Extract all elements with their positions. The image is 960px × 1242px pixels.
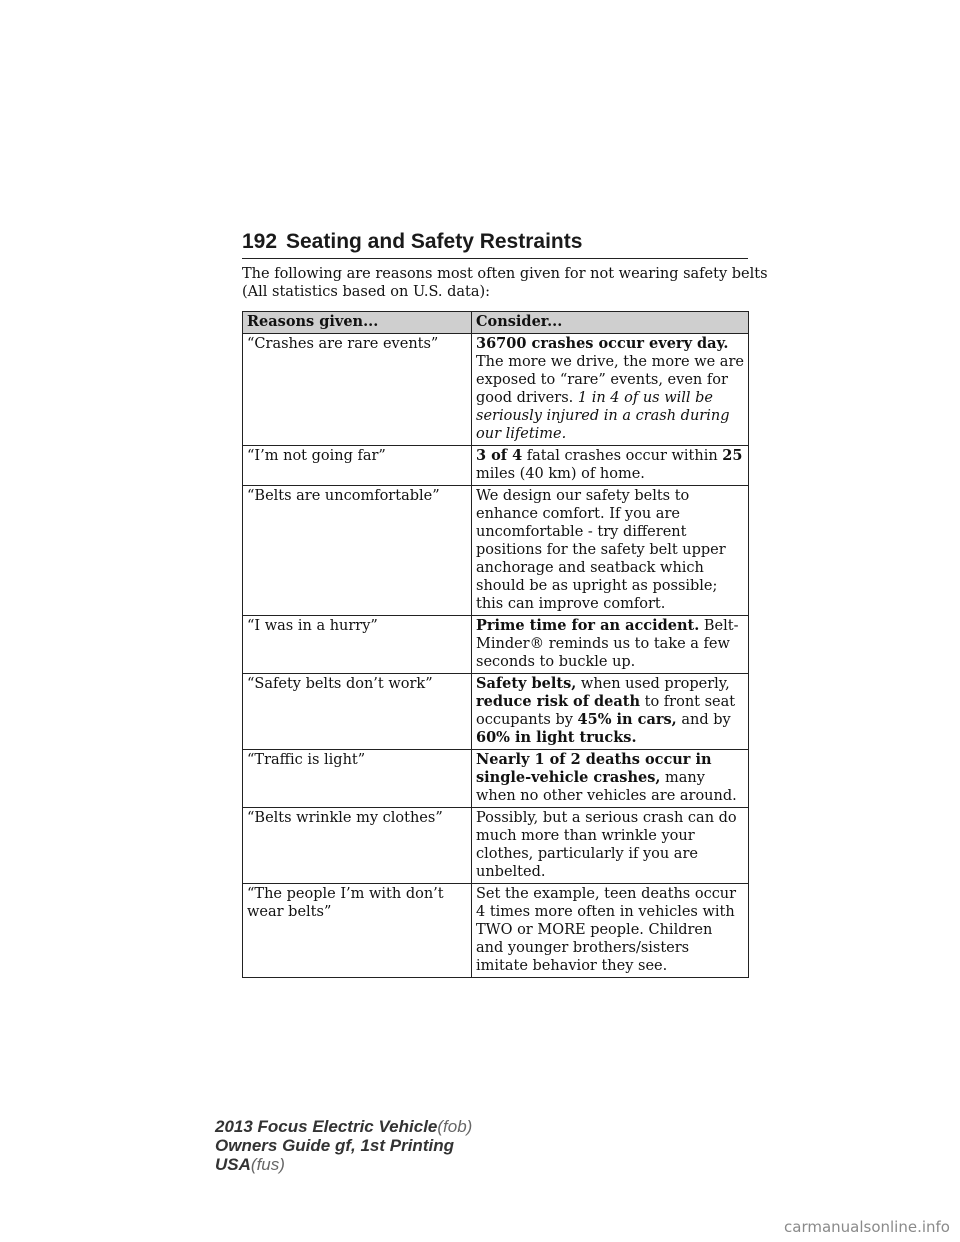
intro-line: The following are reasons most often given for not wearing safety belts	[242, 266, 768, 282]
consider-text: 45% in cars,	[577, 711, 677, 728]
consider-text: 36700 crashes occur every day.	[476, 335, 729, 352]
consider-text: and by	[676, 712, 731, 728]
consider-cell	[472, 334, 749, 446]
table-row	[243, 486, 749, 616]
intro-line: (All statistics based on U.S. data):	[242, 284, 491, 300]
table-row	[243, 884, 749, 978]
reason-cell: “Safety belts don’t work”	[243, 674, 472, 750]
consider-text: Possibly, but a serious crash can do much more than wrinkle your clothes, particularly if you are unbelted.	[476, 810, 737, 880]
consider-text: reduce risk of death	[476, 693, 641, 710]
table-body	[243, 334, 749, 978]
consider-text: 25	[722, 447, 743, 464]
consider-cell	[472, 486, 749, 616]
table-row	[243, 334, 749, 446]
footer-market: USA	[215, 1155, 251, 1174]
consider-text: Nearly 1 of 2 deaths occur in single-vehicle crashes,	[476, 751, 712, 786]
consider-cell	[472, 446, 749, 486]
consider-text: 3 of 4	[476, 447, 523, 464]
document-footer	[215, 1117, 472, 1174]
watermark-link[interactable]: carmanualsonline.info	[784, 1218, 950, 1236]
footer-line-1	[215, 1117, 472, 1136]
consider-text: Belt-Minder® reminds us to take a few seconds to buckle up.	[476, 618, 739, 670]
consider-text: to front seat occupants by	[476, 694, 736, 728]
page-header	[242, 226, 748, 259]
consider-text: many when no other vehicles are around.	[476, 770, 737, 804]
footer-market-code: (fus)	[250, 1155, 285, 1174]
reason-cell: “Belts wrinkle my clothes”	[243, 808, 472, 884]
reason-cell: “The people I’m with don’t wear belts”	[243, 884, 472, 978]
footer-line-3	[215, 1155, 472, 1174]
intro-paragraph	[242, 265, 768, 301]
footer-guide: Owners Guide gf, 1st Printing	[215, 1136, 454, 1155]
consider-text: fatal crashes occur within	[522, 448, 723, 464]
consider-text: The more we drive, the more we are exposed to “rare” events, even for good drivers.	[476, 354, 744, 406]
table-row	[243, 750, 749, 808]
table-row	[243, 446, 749, 486]
reasons-table	[242, 311, 749, 978]
consider-text: Set the example, teen deaths occur 4 times more often in vehicles with TWO or MORE people. Children and younger brothers/sisters imitate behavior they see.	[476, 886, 737, 974]
column-header-consider: Consider...	[472, 312, 749, 334]
footer-vehicle: 2013 Focus Electric Vehicle	[215, 1117, 438, 1136]
page-number: 192	[242, 230, 278, 253]
reason-cell: “Belts are uncomfortable”	[243, 486, 472, 616]
consider-cell	[472, 884, 749, 978]
footer-vehicle-code: (fob)	[437, 1117, 473, 1136]
consider-text: We design our safety belts to enhance comfort. If you are uncomfortable - try different positions for the safety belt upper anchorage and seatback which should be as upright as possible; this can improve comfort.	[476, 488, 726, 612]
column-header-reasons: Reasons given...	[243, 312, 472, 334]
table-row	[243, 616, 749, 674]
section-title: Seating and Safety Restraints	[286, 230, 583, 253]
reason-cell: “I’m not going far”	[243, 446, 472, 486]
reason-cell: “I was in a hurry”	[243, 616, 472, 674]
consider-text: 1 in 4 of us will be seriously injured in a crash during our lifetime.	[476, 390, 730, 442]
consider-text: Safety belts,	[476, 675, 577, 692]
table-header-row	[243, 312, 749, 334]
consider-text: miles (40 km) of home.	[476, 466, 645, 482]
consider-cell	[472, 616, 749, 674]
consider-text: when used properly,	[576, 676, 730, 692]
table-row	[243, 808, 749, 884]
reason-cell: “Crashes are rare events”	[243, 334, 472, 446]
consider-cell	[472, 674, 749, 750]
consider-text: Prime time for an accident.	[476, 617, 700, 634]
consider-cell	[472, 750, 749, 808]
consider-cell	[472, 808, 749, 884]
reason-cell: “Traffic is light”	[243, 750, 472, 808]
consider-text: 60% in light trucks.	[476, 729, 637, 746]
table-row	[243, 674, 749, 750]
